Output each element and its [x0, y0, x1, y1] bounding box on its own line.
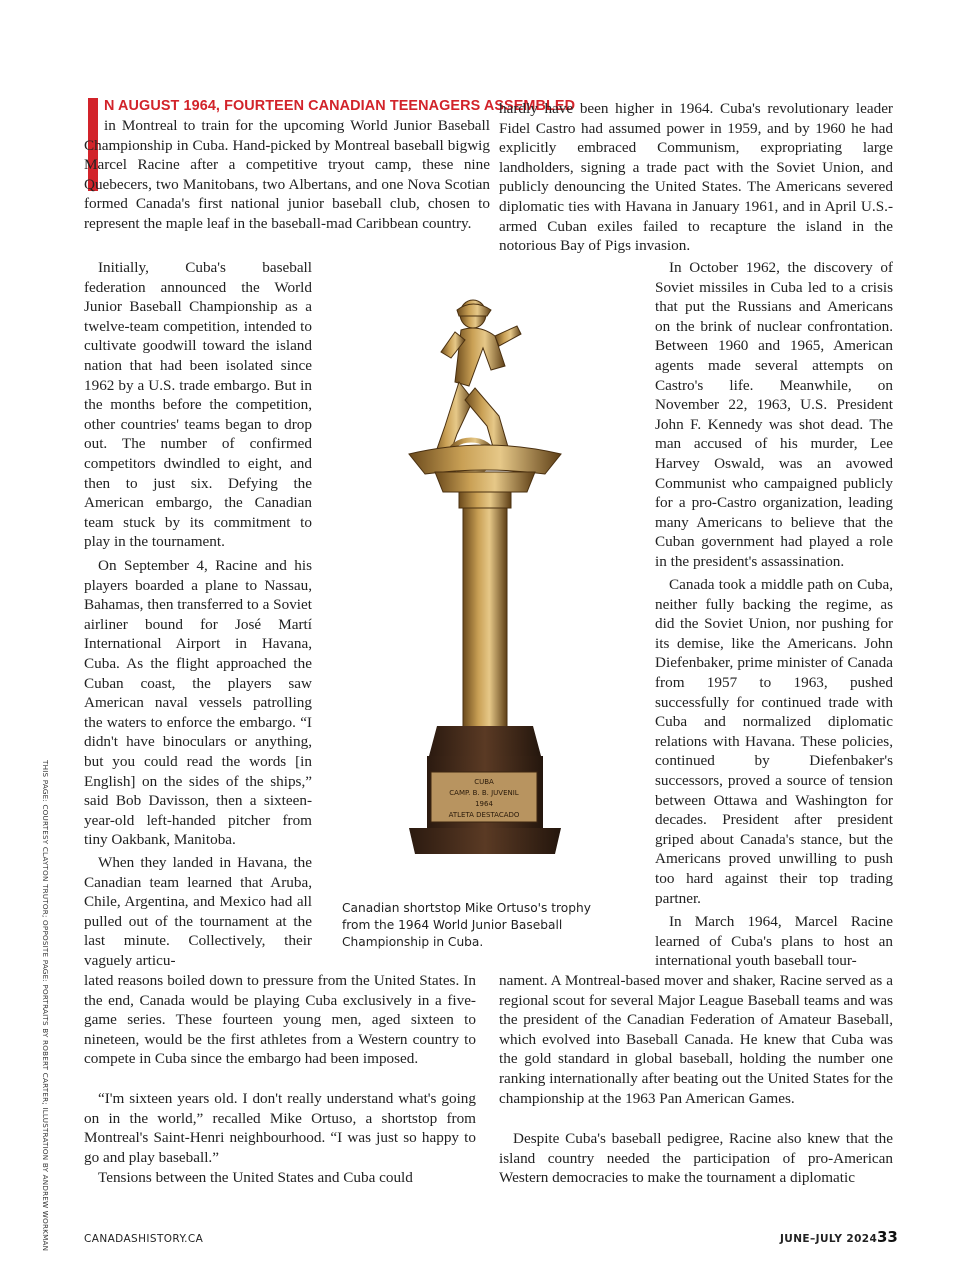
paragraph-landed-havana: When they landed in Havana, the Canadian team learned that Aruba, Chile, Argentina, and Mexico had all pulled out of the tournament at the last minute. Collectively, their vaguely articu- — [84, 854, 312, 969]
plaque-line-3: 1964 — [475, 800, 493, 808]
photo-credit-text: THIS PAGE: COURTESY CLAYTON TRUTOR; OPPOSITE PAGE: PORTRAITS BY ROBERT CARTER; ILLUSTRATION BY ANDREW WORKMAN — [41, 760, 50, 1252]
winged-base — [409, 445, 561, 508]
trophy-column — [463, 508, 507, 746]
paragraph-collectively: lated reasons boiled down to pressure from the United States. In the end, Canada would be playing Cuba exclusively in a five-game series. These fourteen young men, aged sixteen to nineteen, would be the first athletes from a Western country to compete in Cuba since the embargo had been imposed. — [84, 972, 476, 1068]
paragraph-october-1962: In October 1962, the discovery of Soviet missiles in Cuba led to a crisis that put the Russians and Americans on the brink of nuclear confrontation. Between 1960 and 1965, American agents made several attempts on Castro's life. Meanwhile, on November 22, 1963, U.S. President John F. Kennedy was shot dead. The man accused of his murder, Lee Harvey Oswald, was an avowed Communist who campaigned publicly for a pro-Castro organization, leading many Americans to believe that the Cuban government had played a role in the president's assassination. — [655, 259, 893, 570]
trophy-photo — [395, 296, 575, 856]
plaque-line-1: CUBA — [474, 778, 494, 786]
page-number: 33 — [877, 1228, 898, 1246]
paragraph-canada-middle-path: Canada took a middle path on Cuba, neither fully backing the regime, as did the Soviet Union, nor pushing for its demise, like the Americans. John Diefenbaker, prime minister of Canada from 1957 to 1963, pushed successfully for continued trade with Cuba and normalized diplomatic relations with Havana. These policies, continued by Diefenbaker's successors, proved a source of tension between Ottawa and Washington for decades. President after president griped about Canada's stance, but the Americans proved unwilling to push too hard against their top trading partner. — [655, 576, 893, 907]
lead-heading: N AUGUST 1964, FOURTEEN CANADIAN TEENAGERS ASSEMBLED — [104, 98, 576, 114]
plaque-line-2: CAMP. B. B. JUVENIL — [449, 789, 519, 797]
photo-credit — [38, 760, 52, 1260]
photo-caption: Canadian shortstop Mike Ortuso's trophy from the 1964 World Junior Baseball Championship in Cuba. — [342, 901, 591, 949]
footer-issue: JUNE–JULY 2024 — [780, 1233, 878, 1245]
footer-site: CANADASHISTORY.CA — [84, 1233, 204, 1245]
base-top — [429, 726, 541, 756]
plaque-line-4: ATLETA DESTACADO — [448, 811, 520, 819]
lead-paragraph: in Montreal to train for the upcoming World Junior Baseball Championship in Cuba. Hand-picked by Montreal baseball bigwig Marcel Racine after a competitive tryout camp, these nine Quebecers, two Manitobans, two Albertans, and one Nova Scotian formed Canada's first national junior baseball club, chosen to represent the maple leaf in the baseball-mad Caribbean country. — [84, 117, 490, 232]
paragraph-march-1964: In March 1964, Marcel Racine learned of Cuba's plans to host an international youth baseball tour- — [655, 913, 893, 970]
paragraph-initially: Initially, Cuba's baseball federation announced the World Junior Baseball Championship as a twelve-team competition, intended to cultivate goodwill toward the island nation that had been isolated since 1962 by a U.S. trade embargo. But in the months before the competition, other countries' teams began to drop out. The number of confirmed competitors dwindled to eight, and then to just six. Defying the American embargo, the Canadian team stuck by its commitment to play in the tournament. — [84, 259, 312, 551]
paragraph-racine-tournament: nament. A Montreal-based mover and shaker, Racine served as a regional scout for several Major League Baseball teams and was the president of the Canadian Federation of Amateur Baseball, which evolved into Baseball Canada. He knew that Cuba was the gold standard in global baseball, holding the number one ranking internationally after beating out the United States for the championship at the 1963 Pan American Games. — [499, 972, 893, 1107]
paragraph-september-4: On September 4, Racine and his players boarded a plane to Nassau, Bahamas, then transferred to a Soviet airliner bound for José Martí International Airport in Havana, Cuba. As the flight approached the Cuban coast, the players saw American naval vessels patrolling the waters to enforce the embargo. “I didn't have binoculars or anything, but you could read the words [in English] on the sides of the ships,” said Bob Davisson, then a sixteen-year-old left-handed pitcher from tiny Oakbank, Manitoba. — [84, 557, 312, 849]
paragraph-sixteen-quote: “I'm sixteen years old. I don't really understand what's going on in the world,” recalled Mike Ortuso, a shortstop from Montreal's Saint-Henri neighbourhood. “I was just so happy to go and play baseball.” — [84, 1090, 476, 1166]
paragraph-despite: Despite Cuba's baseball pedigree, Racine also knew that the island country needed the participation of pro-American Western democracies to make the tournament a diplomatic — [499, 1130, 893, 1187]
paragraph-tensions: Tensions between the United States and Cuba could — [98, 1169, 413, 1186]
paragraph-castro: hardly have been higher in 1964. Cuba's revolutionary leader Fidel Castro had assumed power in 1959, and by 1960 he had explicitly embraced Communism, expropriating large landholders, signing a trade pact with the Soviet Union, and publicly denouncing the United States. The Americans severed diplomatic ties with Havana in January 1961, and in April U.S.-armed Cuban exiles failed to recapture the island in the notorious Bay of Pigs invasion. — [499, 100, 893, 255]
base-plinth — [409, 828, 561, 854]
